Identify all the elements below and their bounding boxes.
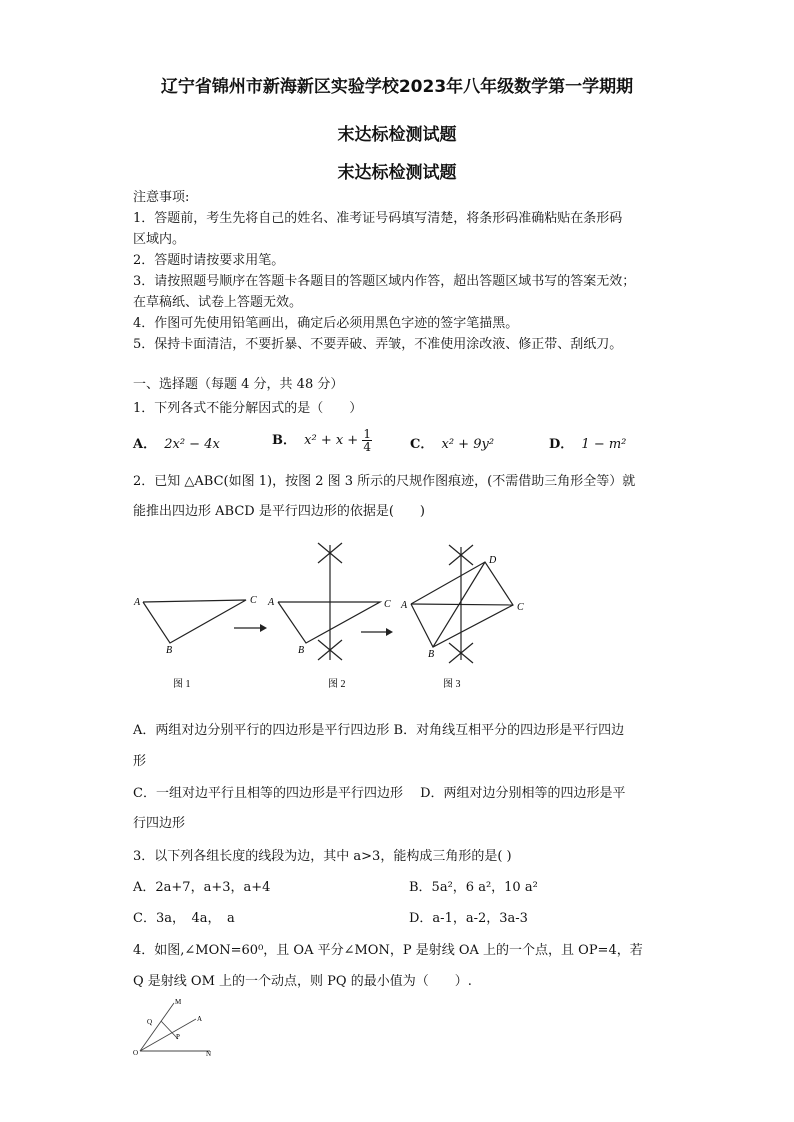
q4-angle-figure: [130, 995, 230, 1060]
figure-2-triangle: [278, 543, 380, 660]
notice-item: 5．保持卡面清洁，不要折暴、不要弄破、弄皱，不准使用涂改液、修正带、刮纸刀。: [133, 337, 623, 352]
fig1-caption: 图 1: [173, 679, 191, 690]
arrow-icon: [234, 624, 267, 632]
q1-option-b-expr: x² + x +: [304, 433, 359, 448]
question-2-stem-1: 2．已知 △ABC(如图 1)，按图 2 图 3 所示的尺规作图痕迹，(不需借助三角形全等）就: [133, 474, 636, 489]
fig2-label-b: B: [298, 645, 305, 656]
fig1-label-a: A: [134, 597, 141, 608]
figure-3-parallelogram: [411, 545, 513, 663]
q1-option-a-expr: 2x² − 4x: [164, 437, 220, 452]
q3-option-c: C．3a， 4a， a: [133, 911, 235, 926]
fig3-label-b: B: [428, 649, 435, 660]
q1-option-b: [272, 428, 372, 453]
section-heading: 一、选择题（每题 4 分，共 48 分）: [133, 377, 344, 392]
title-line-2: 末达标检测试题: [337, 125, 457, 145]
fig2-caption: 图 2: [328, 679, 346, 690]
figure-1-triangle: [143, 600, 246, 643]
arrow-icon: [361, 628, 393, 636]
question-1-stem: 1．下列各式不能分解因式的是（ ）: [133, 401, 363, 416]
q1-option-d-expr: 1 − m²: [581, 437, 627, 452]
title-line-1: 辽宁省锦州市新海新区实验学校2023年八年级数学第一学期期: [160, 77, 634, 97]
fraction-numerator: 1: [363, 427, 371, 441]
q4-label-n: N: [206, 1050, 212, 1058]
notice-heading: 注意事项:: [133, 190, 190, 205]
fig3-label-a: A: [401, 600, 408, 611]
q4-label-q: Q: [147, 1018, 153, 1026]
question-4-stem-1: 4．如图,∠MON=60⁰，且 OA 平分∠MON，P 是射线 OA 上的一个点，且 OP=4，若: [133, 943, 643, 958]
fig2-label-c: C: [384, 599, 391, 610]
fig3-caption: 图 3: [443, 679, 461, 690]
question-2-stem-2: 能推出四边形 ABCD 是平行四边形的依据是( ): [133, 504, 425, 519]
q2-option-a-b: A．两组对边分别平行的四边形是平行四边形 B．对角线互相平分的四边形是平行四边: [133, 723, 625, 738]
q1-option-c-expr: x² + 9y²: [441, 437, 495, 452]
notice-item: 3．请按照题号顺序在答题卡各题目的答题区域内作答，超出答题区域书写的答案无效；: [133, 274, 636, 289]
notice-item: 区域内。: [133, 232, 186, 247]
q3-option-d: D．a-1，a-2，3a-3: [409, 911, 528, 926]
notice-item: 4．作图可先使用铅笔画出，确定后必须用黑色字迹的签字笔描黑。: [133, 316, 519, 331]
q3-option-b: B．5a²，6 a²，10 a²: [409, 880, 538, 895]
fraction-denominator: 4: [363, 440, 371, 454]
q1-option-c-label: C．: [410, 437, 434, 452]
q1-option-d: [549, 436, 626, 454]
q4-label-a: A: [197, 1015, 203, 1023]
notice-item: 1．答题前，考生先将自己的姓名、准考证号码填写清楚，将条形码准确粘贴在条形码: [133, 211, 623, 226]
q4-label-p: P: [176, 1033, 180, 1041]
q2-option-c-d-cont: 行四边形: [133, 816, 186, 831]
fig1-label-c: C: [250, 595, 257, 606]
q3-option-a: A．2a+7，a+3，a+4: [133, 880, 271, 895]
fig2-label-a: A: [268, 597, 275, 608]
q2-option-a-b-cont: 形: [133, 754, 147, 769]
fig3-label-c: C: [517, 602, 524, 613]
q4-label-m: M: [175, 998, 182, 1006]
q1-option-b-label: B．: [272, 433, 296, 448]
fig3-label-d: D: [489, 555, 497, 566]
notice-item: 2．答题时请按要求用笔。: [133, 253, 285, 268]
fig1-label-b: B: [166, 645, 173, 656]
q2-option-c-d: C．一组对边平行且相等的四边形是平行四边形 D．两组对边分别相等的四边形是平: [133, 786, 626, 801]
q1-option-d-label: D．: [549, 437, 574, 452]
q4-label-o: O: [133, 1049, 139, 1057]
q1-option-a: [133, 436, 220, 454]
notice-item: 在草稿纸、试卷上答题无效。: [133, 295, 303, 310]
q1-option-b-fraction: [362, 428, 372, 453]
question-3-stem: 3．以下列各组长度的线段为边，其中 a>3，能构成三角形的是( ): [133, 849, 512, 864]
q1-option-a-label: A．: [133, 437, 157, 452]
q2-construction-figures: [128, 535, 548, 695]
q1-option-c: [410, 436, 494, 454]
question-4-stem-2: Q 是射线 OM 上的一个动点，则 PQ 的最小值为（ ）.: [133, 974, 472, 989]
title-line-3: 末达标检测试题: [337, 163, 457, 183]
